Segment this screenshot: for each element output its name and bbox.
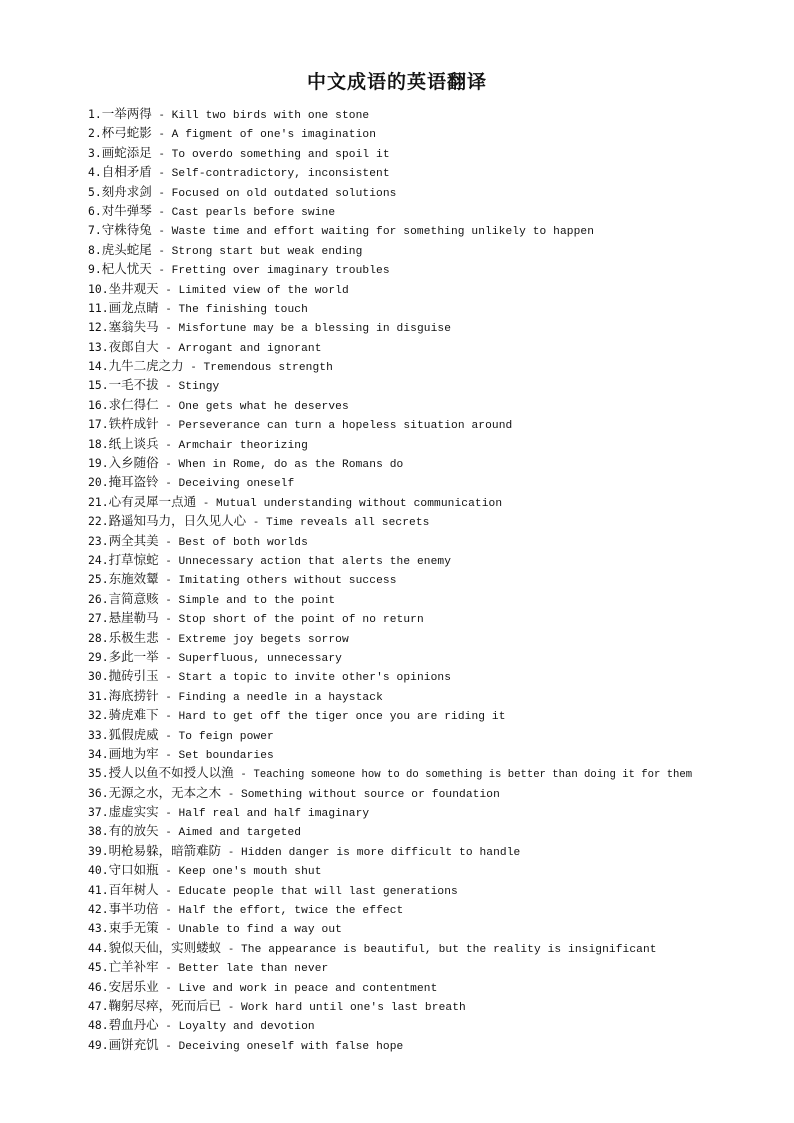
- item-number: 8.: [88, 242, 102, 257]
- item-number: 6.: [88, 203, 102, 218]
- idiom-chinese: 打草惊蛇: [108, 551, 159, 567]
- separator-dash: -: [158, 398, 179, 412]
- idiom-english: Waste time and effort waiting for something unlikely to happen: [171, 226, 595, 239]
- item-number: 42.: [88, 902, 109, 917]
- item-number: 16.: [88, 397, 109, 412]
- idiom-chinese: 夜郎自大: [108, 338, 159, 354]
- item-number: 1.: [88, 107, 102, 121]
- list-item: [88, 182, 692, 201]
- separator-dash: -: [196, 495, 216, 509]
- item-number: 19.: [88, 456, 109, 471]
- idiom-english: Work hard until one's last breath: [240, 1001, 466, 1014]
- item-number: 35.: [88, 766, 109, 781]
- item-number: 38.: [88, 824, 109, 839]
- idiom-english: Best of both worlds: [178, 536, 308, 549]
- item-number: 27.: [88, 611, 109, 626]
- separator-dash: -: [221, 786, 241, 800]
- separator-dash: -: [151, 127, 172, 141]
- separator-dash: -: [158, 592, 179, 606]
- separator-dash: -: [158, 301, 179, 315]
- idiom-english: Finding a needle in a haystack: [178, 691, 383, 704]
- idiom-english: Arrogant and ignorant: [178, 342, 322, 355]
- list-item: [88, 492, 692, 511]
- idiom-english: When in Rome, do as the Romans do: [178, 459, 404, 472]
- idiom-english: Imitating others without success: [178, 575, 397, 588]
- idiom-chinese: 乐极生悲: [108, 629, 159, 645]
- separator-dash: -: [151, 204, 172, 218]
- separator-dash: -: [151, 243, 172, 257]
- item-number: 9.: [88, 262, 102, 277]
- idiom-english: Time reveals all secrets: [265, 517, 430, 530]
- separator-dash: -: [158, 883, 179, 897]
- separator-dash: -: [158, 418, 179, 432]
- idiom-english: Unable to find a way out: [178, 924, 342, 937]
- idiom-english: Misfortune may be a blessing in disguise: [178, 323, 452, 336]
- separator-dash: -: [158, 903, 179, 917]
- separator-dash: -: [158, 650, 179, 664]
- item-number: 31.: [88, 688, 109, 703]
- list-item: [88, 802, 692, 821]
- idiom-english: Educate people that will last generations: [178, 885, 458, 898]
- idiom-chinese: 画饼充饥: [108, 1036, 159, 1052]
- idiom-english: Superfluous, unnecessary: [178, 652, 342, 665]
- separator-dash: -: [158, 864, 179, 878]
- idiom-chinese: 心有灵犀一点通: [108, 493, 197, 509]
- idiom-english: A figment of one's imagination: [171, 129, 377, 142]
- item-number: 12.: [88, 320, 109, 335]
- list-item: [88, 434, 692, 453]
- separator-dash: -: [158, 922, 179, 936]
- separator-dash: -: [221, 941, 241, 955]
- item-number: 17.: [88, 417, 109, 432]
- idiom-english: To feign power: [178, 730, 274, 743]
- item-number: 34.: [88, 746, 109, 761]
- separator-dash: -: [158, 747, 179, 761]
- separator-dash: -: [151, 166, 172, 180]
- idiom-english: Teaching someone how to do something is better than doing it for them: [253, 769, 693, 782]
- idiom-chinese: 入乡随俗: [108, 455, 159, 471]
- item-number: 44.: [88, 940, 109, 955]
- item-number: 30.: [88, 669, 109, 684]
- item-number: 45.: [88, 960, 109, 975]
- idiom-chinese: 悬崖勒马: [108, 610, 159, 626]
- idiom-english: Limited view of the world: [178, 284, 349, 297]
- separator-dash: -: [158, 534, 179, 548]
- list-item: [88, 628, 692, 647]
- item-number: 36.: [88, 785, 109, 800]
- idiom-chinese: 画龙点睛: [108, 299, 159, 315]
- list-item: [88, 550, 692, 569]
- separator-dash: -: [158, 282, 179, 296]
- separator-dash: -: [158, 825, 179, 839]
- idiom-chinese: 守株待兔: [101, 222, 152, 238]
- idiom-english: Simple and to the point: [178, 594, 336, 607]
- idiom-chinese: 一举两得: [101, 106, 152, 121]
- idiom-chinese: 狐假虎威: [108, 726, 159, 742]
- list-item: [88, 104, 692, 123]
- idiom-chinese: 九牛二虎之力: [108, 358, 184, 374]
- idiom-english: Extreme joy begets sorrow: [178, 633, 349, 646]
- idiom-chinese: 抛砖引玉: [108, 668, 159, 684]
- separator-dash: -: [158, 728, 179, 742]
- item-number: 46.: [88, 979, 109, 994]
- separator-dash: -: [158, 980, 179, 994]
- separator-dash: -: [158, 476, 179, 490]
- separator-dash: -: [158, 709, 179, 723]
- item-number: 18.: [88, 436, 109, 451]
- item-number: 28.: [88, 630, 109, 645]
- item-number: 4.: [88, 165, 102, 180]
- idiom-chinese: 一毛不拔: [108, 377, 159, 393]
- idiom-english: Fretting over imaginary troubles: [171, 265, 390, 278]
- idiom-english: Stingy: [178, 381, 220, 394]
- list-item: [88, 356, 692, 375]
- idiom-english: Set boundaries: [178, 749, 274, 762]
- list-item: [88, 899, 692, 918]
- idiom-english: Better late than never: [178, 963, 329, 976]
- item-number: 41.: [88, 882, 109, 897]
- idiom-english: The finishing touch: [178, 303, 308, 316]
- idiom-english: The appearance is beautiful, but the reality is insignificant: [240, 943, 657, 956]
- list-item: [88, 143, 692, 162]
- idiom-english: To overdo something and spoil it: [171, 148, 390, 161]
- list-item: [88, 918, 692, 937]
- idiom-english: Strong start but weak ending: [171, 245, 363, 258]
- list-item: [88, 511, 692, 530]
- separator-dash: -: [221, 999, 241, 1013]
- list-item: [88, 763, 692, 782]
- list-item: [88, 569, 692, 588]
- item-number: 33.: [88, 727, 109, 742]
- idiom-english: Hidden danger is more difficult to handle: [240, 846, 521, 859]
- item-number: 48.: [88, 1018, 109, 1033]
- list-item: [88, 240, 692, 259]
- item-number: 29.: [88, 649, 109, 664]
- page-title: 中文成语的英语翻译: [306, 71, 487, 93]
- idiom-chinese: 多此一举: [108, 648, 159, 664]
- list-item: [88, 860, 692, 879]
- separator-dash: -: [158, 612, 179, 626]
- separator-dash: -: [158, 961, 179, 975]
- item-number: 26.: [88, 591, 109, 606]
- separator-dash: -: [158, 806, 179, 820]
- idiom-english: Perseverance can turn a hopeless situation around: [178, 420, 513, 433]
- idiom-chinese: 杞人忧天: [101, 261, 152, 277]
- idiom-chinese: 虚虚实实: [108, 804, 159, 820]
- list-item: [88, 841, 692, 860]
- idiom-english: Stop short of the point of no return: [178, 614, 424, 627]
- separator-dash: -: [158, 437, 179, 451]
- separator-dash: -: [158, 689, 179, 703]
- item-number: 2.: [88, 126, 102, 141]
- list-item: [88, 725, 692, 744]
- idiom-english: Something without source or foundation: [240, 788, 500, 801]
- separator-dash: -: [151, 263, 172, 277]
- list-item: [88, 996, 692, 1015]
- idiom-chinese: 刻舟求剑: [101, 183, 152, 199]
- item-number: 3.: [88, 145, 102, 160]
- list-item: [88, 647, 692, 666]
- idiom-english: Armchair theorizing: [178, 439, 308, 452]
- separator-dash: -: [151, 185, 172, 199]
- item-number: 39.: [88, 843, 109, 858]
- item-number: 22.: [88, 514, 109, 529]
- separator-dash: -: [158, 553, 179, 567]
- item-number: 49.: [88, 1037, 109, 1052]
- idiom-english: One gets what he deserves: [178, 400, 349, 413]
- idiom-english: Start a topic to invite other's opinions: [178, 672, 452, 685]
- list-item: [88, 414, 692, 433]
- list-item: [88, 589, 692, 608]
- separator-dash: -: [158, 340, 179, 354]
- idiom-chinese: 虎头蛇尾: [101, 241, 152, 257]
- list-item: [88, 1035, 692, 1054]
- list-item: [88, 783, 692, 802]
- list-item: [88, 686, 692, 705]
- list-item: [88, 279, 692, 298]
- item-number: 15.: [88, 378, 109, 393]
- list-item: [88, 317, 692, 336]
- item-number: 7.: [88, 223, 102, 238]
- list-item: [88, 744, 692, 763]
- separator-dash: -: [151, 146, 172, 160]
- idiom-chinese: 骑虎难下: [108, 707, 159, 723]
- list-item: [88, 259, 692, 278]
- idiom-chinese: 两全其美: [108, 532, 159, 548]
- item-number: 13.: [88, 339, 109, 354]
- idiom-english: Unnecessary action that alerts the enemy: [178, 555, 452, 568]
- item-number: 37.: [88, 805, 109, 820]
- idiom-chinese: 路遥知马力，日久见人心: [108, 513, 247, 529]
- idiom-english: Mutual understanding without communication: [215, 497, 503, 510]
- idiom-english: Aimed and targeted: [178, 827, 302, 840]
- list-item: [88, 375, 692, 394]
- list-item: [88, 977, 692, 996]
- separator-dash: -: [158, 1019, 179, 1033]
- list-item: [88, 337, 692, 356]
- item-number: 24.: [88, 552, 109, 567]
- list-item: [88, 957, 692, 976]
- idiom-list: [88, 104, 692, 1054]
- list-item: [88, 472, 692, 491]
- idiom-chinese: 杯弓蛇影: [101, 125, 152, 141]
- idiom-chinese: 貌似天仙，实则蝼蚁: [108, 939, 222, 955]
- list-item: [88, 531, 692, 550]
- separator-dash: -: [158, 321, 179, 335]
- item-number: 25.: [88, 572, 109, 587]
- idiom-chinese: 掩耳盗铃: [108, 474, 159, 490]
- list-item: [88, 666, 692, 685]
- idiom-english: Keep one's mouth shut: [178, 866, 322, 879]
- item-number: 43.: [88, 921, 109, 936]
- idiom-chinese: 百年树人: [108, 881, 159, 897]
- idiom-chinese: 明枪易躲，暗箭难防: [108, 842, 222, 858]
- separator-dash: -: [151, 108, 172, 121]
- idiom-chinese: 无源之水，无本之木: [108, 784, 222, 800]
- separator-dash: -: [246, 515, 266, 529]
- separator-dash: -: [151, 224, 172, 238]
- idiom-chinese: 海底捞针: [108, 687, 159, 703]
- idiom-chinese: 求仁得仁: [108, 396, 159, 412]
- item-number: 11.: [88, 300, 109, 315]
- item-number: 32.: [88, 708, 109, 723]
- item-number: 10.: [88, 281, 109, 296]
- idiom-chinese: 塞翁失马: [108, 319, 159, 335]
- item-number: 40.: [88, 863, 109, 878]
- separator-dash: -: [158, 573, 179, 587]
- idiom-chinese: 画蛇添足: [101, 144, 152, 160]
- list-item: [88, 821, 692, 840]
- separator-dash: -: [183, 360, 204, 374]
- idiom-chinese: 授人以鱼不如授人以渔: [108, 765, 234, 781]
- idiom-english: Focused on old outdated solutions: [171, 187, 397, 200]
- idiom-english: Loyalty and devotion: [178, 1021, 315, 1034]
- idiom-english: Live and work in peace and contentment: [178, 982, 438, 995]
- separator-dash: -: [158, 631, 179, 645]
- separator-dash: -: [233, 767, 254, 781]
- list-item: [88, 162, 692, 181]
- idiom-english: Self-contradictory, inconsistent: [171, 168, 390, 181]
- idiom-english: Kill two birds with one stone: [171, 110, 370, 122]
- list-item: [88, 1015, 692, 1034]
- item-number: 47.: [88, 998, 109, 1013]
- idiom-chinese: 纸上谈兵: [108, 435, 159, 451]
- list-item: [88, 705, 692, 724]
- idiom-chinese: 东施效颦: [108, 571, 159, 587]
- idiom-chinese: 亡羊补牢: [108, 959, 159, 975]
- idiom-chinese: 守口如瓶: [108, 862, 159, 878]
- idiom-chinese: 言简意赅: [108, 590, 159, 606]
- idiom-chinese: 自相矛盾: [101, 164, 152, 180]
- idiom-chinese: 碧血丹心: [108, 1017, 159, 1033]
- list-item: [88, 201, 692, 220]
- separator-dash: -: [158, 1038, 179, 1052]
- idiom-chinese: 画地为牢: [108, 745, 159, 761]
- idiom-chinese: 鞠躬尽瘁，死而后已: [108, 997, 222, 1013]
- idiom-chinese: 坐井观天: [108, 280, 159, 296]
- idiom-chinese: 有的放矢: [108, 823, 159, 839]
- separator-dash: -: [158, 379, 179, 393]
- idiom-english: Half the effort, twice the effect: [178, 905, 404, 918]
- idiom-chinese: 安居乐业: [108, 978, 159, 994]
- list-item: [88, 220, 692, 239]
- idiom-english: Deceiving oneself with false hope: [178, 1040, 404, 1053]
- list-item: [88, 938, 692, 957]
- list-item: [88, 453, 692, 472]
- list-item: [88, 608, 692, 627]
- idiom-english: Cast pearls before swine: [171, 206, 336, 219]
- idiom-english: Tremendous strength: [203, 362, 333, 375]
- idiom-english: Half real and half imaginary: [178, 808, 370, 821]
- idiom-chinese: 对牛弹琴: [101, 202, 152, 218]
- list-item: [88, 395, 692, 414]
- item-number: 21.: [88, 494, 109, 509]
- item-number: 23.: [88, 533, 109, 548]
- idiom-chinese: 束手无策: [108, 920, 159, 936]
- list-item: [88, 123, 692, 142]
- list-item: [88, 298, 692, 317]
- item-number: 5.: [88, 184, 102, 199]
- idiom-chinese: 事半功倍: [108, 901, 159, 917]
- idiom-chinese: 铁杵成针: [108, 416, 159, 432]
- item-number: 20.: [88, 475, 109, 490]
- separator-dash: -: [158, 457, 179, 471]
- separator-dash: -: [221, 844, 241, 858]
- idiom-english: Deceiving oneself: [178, 478, 295, 491]
- separator-dash: -: [158, 670, 179, 684]
- list-item: [88, 880, 692, 899]
- idiom-english: Hard to get off the tiger once you are riding it: [178, 711, 506, 724]
- item-number: 14.: [88, 359, 109, 374]
